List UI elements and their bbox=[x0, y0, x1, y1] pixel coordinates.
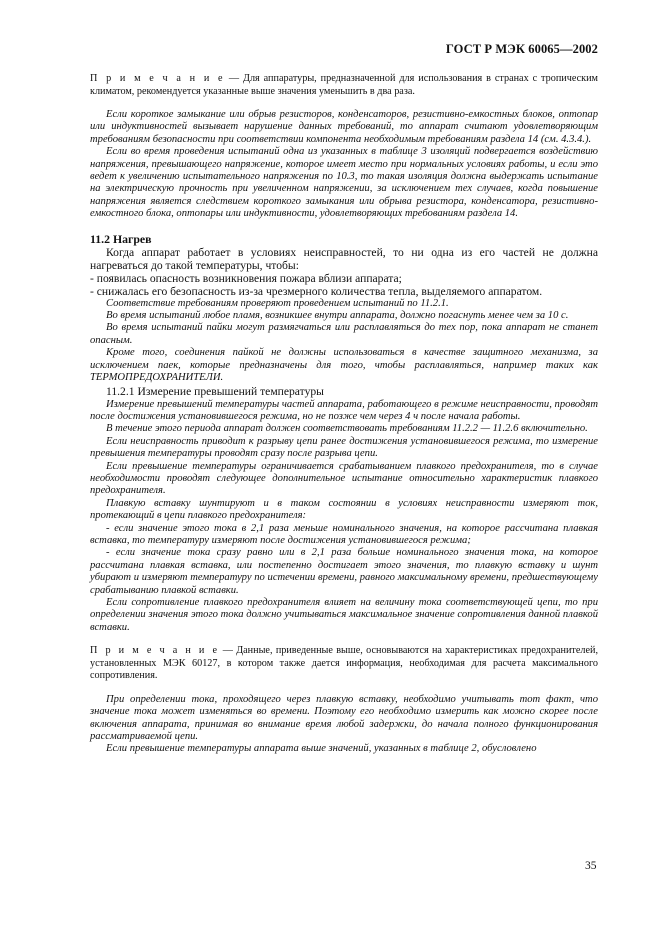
note-fuse bbox=[90, 645, 598, 683]
paragraph-exceed: Если превышение температуры аппарата выше значений, указанных в таблице 2, обусловлено bbox=[106, 743, 537, 755]
list-item: - появилась опасность возникновения пожара вблизи аппарата; bbox=[90, 271, 402, 285]
note-text: — Для аппаратуры, предназначенной для использования в странах с тропическим климатом, рекомендуется указанные выше значения уменьшить в два раза. bbox=[90, 73, 598, 97]
note-text: — Данные, приведенные выше, основываются на характеристиках предохранителей, установленных МЭК 60127, в котором также дается информация, необходимая для расчета максимального сопротивления. bbox=[90, 645, 598, 682]
paragraph-solder: Во время испытаний пайки могут размягчаться или расплавляться до тех пор, пока аппарат не станет опасным. bbox=[90, 322, 598, 346]
paragraph-check: Соответствие требованиям проверяют проведением испытаний по 11.2.1. bbox=[106, 297, 449, 309]
paragraph: Если сопротивление плавкого предохранителя влияет на величину тока соответствующей цепи, то при определении значения этого тока должно учитываться максимальное значение сопротивления данной плавкой вставки. bbox=[90, 597, 598, 633]
paragraph-insulation: Если во время проведения испытаний одна из указанных в таблице 3 изоляций подвергается воздействию напряжения, превышающего напряжение, которое имеет место при нормальных условиях работы, и если это ведет к увеличению испытательного напряжения по 10.3, то такая изоляция должна выдержать испытание на электрическую прочность при увеличенном напряжении, за исключением тех случаев, когда повышение напряжения является следствием короткого замыкания или обрыва резистора, конденсатора, резистивно-емкостного блока, оптопары или индуктивности, удовлетворяющих требованиям раздела 14. bbox=[90, 146, 598, 220]
page-number: 35 bbox=[585, 860, 597, 872]
section-heading: 11.2 Нагрев bbox=[90, 231, 152, 246]
paragraph: Измерение превышений температуры частей аппарата, работающего в режиме неисправности, проводят после достижения установившегося режима, но не позже чем через 4 ч после начала работы. bbox=[90, 398, 598, 422]
paragraph-short-circuit: Если короткое замыкание или обрыв резисторов, конденсаторов, резистивно-емкостных блоков, оптопар или индуктивностей вызывает нарушение данных требований, то аппарат считают удовлетворяющим требованиям безопасности при соответствии компонента необходимым требованиям раздела 14 (см. 4.3.4.). bbox=[90, 109, 598, 145]
list-item: - если значение тока сразу равно или в 2,1 раза больше номинального значения тока, на которое рассчитана плавкая вставка, или постепенно достигает этого значения, то плавкую вставку и шунт убирают и измеряют температуру по истечении времени, равного максимальному времени, предшествующему срабатыванию плавкой вставки. bbox=[90, 547, 598, 596]
note-climate bbox=[90, 73, 598, 98]
section-intro: Когда аппарат работает в условиях неисправностей, то ни одна из его частей не должна нагреваться до такой температуры, чтобы: bbox=[90, 245, 598, 272]
document-header: ГОСТ Р МЭК 60065—2002 bbox=[445, 42, 598, 56]
note-label: П р и м е ч а н и е bbox=[90, 645, 220, 657]
list-item: - снижалась его безопасность из-за чрезмерного количества тепла, выделяемого аппаратом. bbox=[90, 284, 543, 298]
paragraph-current: При определении тока, проходящего через плавкую вставку, необходимо учитывать тот факт, что значение тока может изменяться во времени. Поэтому его необходимо измерить как можно скорее после включения аппарата, принимая во внимание время любой задержки, до начала полного функционирования рассматриваемой цепи. bbox=[90, 693, 598, 742]
paragraph: Плавкую вставку шунтируют и в таком состоянии в условиях неисправности измеряют ток, протекающий в цепи плавкого предохранителя: bbox=[90, 497, 598, 522]
paragraph: Если неисправность приводит к разрыву цепи ранее достижения установившегося режима, то измерение превышения температуры проводят сразу после разрыва цепи. bbox=[90, 435, 598, 460]
paragraph-moreover: Кроме того, соединения пайкой не должны использоваться в качестве защитного механизма, за исключением паек, которые предназначены для того, чтобы расплавляться, например таких как ТЕРМОПРЕДОХРАНИТЕЛИ. bbox=[90, 347, 598, 384]
list-item: - если значение этого тока в 2,1 раза меньше номинального значения, на которое рассчитана плавкая вставка, то температуру измеряют после достижения установившегося режима; bbox=[90, 522, 598, 546]
note-label: П р и м е ч а н и е bbox=[90, 73, 225, 84]
paragraph: Если превышение температуры ограничивается срабатыванием плавкого предохранителя, то в случае необходимости проводят следующее дополнительное испытание относительно характеристик плавкого предохранителя. bbox=[90, 460, 598, 497]
paragraph-flame: Во время испытаний любое пламя, возникшее внутри аппарата, должно погаснуть менее чем за 10 с. bbox=[106, 310, 569, 322]
subsection-heading: 11.2.1 Измерение превышений температуры bbox=[106, 384, 324, 398]
document-page bbox=[90, 42, 598, 756]
paragraph: В течение этого периода аппарат должен соответствовать требованиям 11.2.2 — 11.2.6 включительно. bbox=[106, 423, 588, 435]
